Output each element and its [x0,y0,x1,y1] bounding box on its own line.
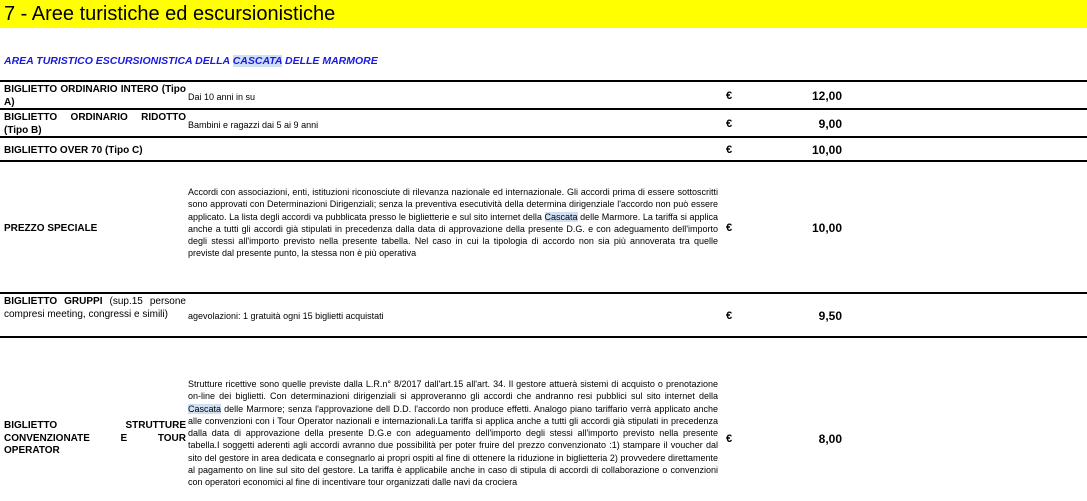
ticket-name: BIGLIETTO STRUTTURE CONVENZIONATE E TOUR OPERATOR [4,420,186,456]
ticket-price: 12,00 [811,89,842,103]
area-subtitle [4,55,378,67]
ticket-name: BIGLIETTO ORDINARIO RIDOTTO (Tipo B) [4,112,186,136]
ticket-name-bold: BIGLIETTO GRUPPI [4,296,103,307]
ticket-description: Bambini e ragazzi dai 5 ai 9 anni [188,120,319,130]
description-highlight: Cascata [188,403,222,414]
ticket-price: 8,00 [818,432,842,446]
section-header [0,0,1087,28]
ticket-description: Dai 10 anni in su [188,92,256,102]
table-row [0,108,1087,138]
section-title: 7 - Aree turistiche ed escursionistiche [4,3,336,25]
ticket-price: 9,50 [818,309,842,323]
ticket-description: agevolazioni: 1 gratuità ogni 15 biglietti acquistati [188,311,384,321]
currency-symbol: € [726,144,733,156]
ticket-name: PREZZO SPECIALE [4,223,98,234]
subtitle-part-2: DELLE MARMORE [282,55,378,67]
table-row [0,136,1087,162]
ticket-price: 10,00 [811,221,842,235]
currency-symbol: € [726,310,733,322]
currency-symbol: € [726,118,733,130]
ticket-name-detail: (sup.15 persone compresi meeting, congressi e simili) [4,296,186,320]
currency-symbol: € [726,433,733,445]
description-text: delle Marmore; senza l'approvazione dell D.D. l'accordo non produce effetti. Analogo piano tariffario verrà applicato anche alle convenzioni con i Tour Operator nazionali e internazionali.La tariffa si applica anche a tutti gli accordi già stipulati in precedenza dalla data di approvazione della presente D.G.e con adeguamento dell'importo degli stessi all'importo previsto nella presente tabella.I soggetti aderenti agli accordi avranno due possibilità per poter fruire del prezzo convenzionato :1) stampare il voucher dal sito del gestore in area dedicata e consegnarlo ai propri ospiti al fine di ottenere la riduzione in biglietteria 2) provvedere direttamente al pagamento on line sul sito del gestore. La tariffa è applicabile anche in caso di stipula di accordi di collaborazione o convenzioni con operatori economici al fine di incentivare tour organizzati dalle navi da crociera [188,403,718,488]
ticket-price: 9,00 [818,117,842,131]
currency-symbol: € [726,90,733,102]
ticket-price: 10,00 [811,143,842,157]
ticket-description [188,186,718,260]
description-text: delle Marmore. La tariffa si applica anche a tutti gli accordi già stipulati in precedenza dalla data di approvazione della presente D.G. e con adeguamento dell'importo degli stessi all'importo previsto nella presente tabella. Nel caso in cui la tipologia di accordo non sia più annoverata tra quelle previste dal presente punto, la stessa non è più operativa [188,211,718,259]
ticket-description [188,378,718,489]
description-text: Strutture ricettive sono quelle previste dalla L.R.n° 8/2017 dall'art.15 all'art. 34. Il gestore attuerà sistemi di acquisto o prenotazione on-line dei biglietti. Con determinazioni dirigenziali si approveranno gli accordi che andranno resi pubblici sul sito internet della [188,379,718,402]
subtitle-part-1: AREA TURISTICO ESCURSIONISTICA DELLA [4,55,233,67]
table-row [0,80,1087,110]
description-text: Accordi con associazioni, enti, istituzioni riconosciute di rilevanza nazionale ed internazionale. Gli accordi prima di essere sottoscritti sono approvati con Determinazioni Dirigenziali; senza la preventiva esecutività della determina dirigenziale l'accordo non può essere applicato. La lista degli accordi va pubblicata presso le biglietterie e sul sito internet della [188,187,718,222]
subtitle-highlight: CASCATA [232,55,283,67]
ticket-name: BIGLIETTO OVER 70 (Tipo C) [4,145,143,156]
table-row [0,292,1087,338]
description-highlight: Cascata [544,211,578,222]
ticket-name [4,296,186,321]
currency-symbol: € [726,222,733,234]
table-row [0,160,1087,294]
table-row [0,336,1087,501]
ticket-name: BIGLIETTO ORDINARIO INTERO (Tipo A) [4,84,186,108]
